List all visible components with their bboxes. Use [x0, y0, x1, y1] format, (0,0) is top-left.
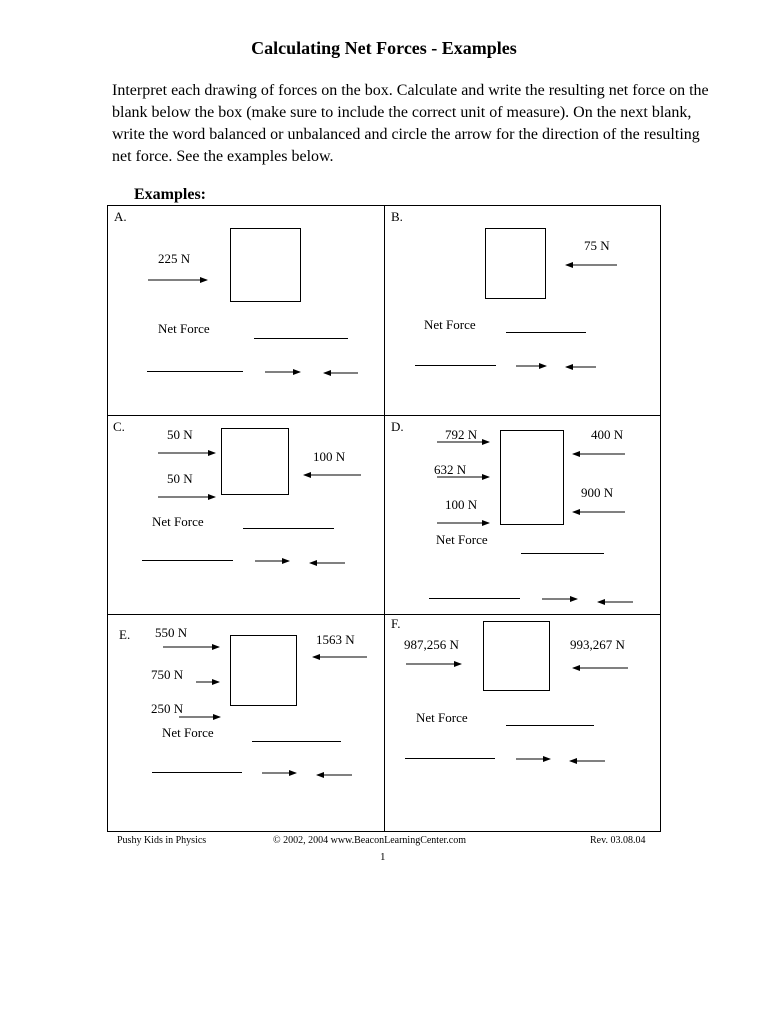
- problem-d-force-2: 632 N: [434, 462, 467, 477]
- problem-f-label: F.: [391, 616, 401, 631]
- problem-b-force-1: 75 N: [584, 238, 610, 253]
- problem-d-label: D.: [391, 419, 404, 434]
- problem-c-net-force-label: Net Force: [152, 514, 204, 529]
- problem-c-force-3: 100 N: [313, 449, 346, 464]
- problem-e-force-4: 1563 N: [316, 632, 355, 647]
- problem-d-force-4: 400 N: [591, 427, 624, 442]
- problem-a-net-force-label: Net Force: [158, 321, 210, 336]
- problem-d-force-1: 792 N: [445, 427, 478, 442]
- page-number: 1: [380, 851, 386, 863]
- examples-heading: Examples:: [134, 186, 206, 203]
- problem-e-net-force-label: Net Force: [162, 725, 214, 740]
- problem-a-force-1: 225 N: [158, 251, 191, 266]
- problem-e-force-1: 550 N: [155, 625, 188, 640]
- problem-f-force-2: 993,267 N: [570, 637, 625, 652]
- page-title: Calculating Net Forces - Examples: [251, 38, 517, 58]
- problem-e-force-2: 750 N: [151, 667, 184, 682]
- problem-d-force-5: 900 N: [581, 485, 614, 500]
- problem-f-net-force-label: Net Force: [416, 710, 468, 725]
- problem-c-label: C.: [113, 419, 125, 434]
- instructions-paragraph: Interpret each drawing of forces on the box. Calculate and write the resulting net force on the blank below the box (make sure to include the correct unit of measure). On the next blank, write the word balanced or unbalanced and circle the arrow for the direction of the resulting net force. See the examples below.: [112, 82, 709, 165]
- problem-e-force-3: 250 N: [151, 701, 184, 716]
- problem-d-force-3: 100 N: [445, 497, 478, 512]
- footer-left: Pushy Kids in Physics: [117, 835, 207, 846]
- problem-a-label: A.: [114, 209, 127, 224]
- problem-c-force-2: 50 N: [167, 471, 193, 486]
- problem-b-label: B.: [391, 209, 403, 224]
- footer-center: © 2002, 2004 www.BeaconLearningCenter.com: [273, 835, 467, 846]
- problem-b-net-force-label: Net Force: [424, 317, 476, 332]
- problem-d-net-force-label: Net Force: [436, 532, 488, 547]
- problem-f-force-1: 987,256 N: [404, 637, 459, 652]
- problem-e-label: E.: [119, 627, 131, 642]
- problem-c-force-1: 50 N: [167, 427, 193, 442]
- footer-right: Rev. 03.08.04: [590, 835, 646, 846]
